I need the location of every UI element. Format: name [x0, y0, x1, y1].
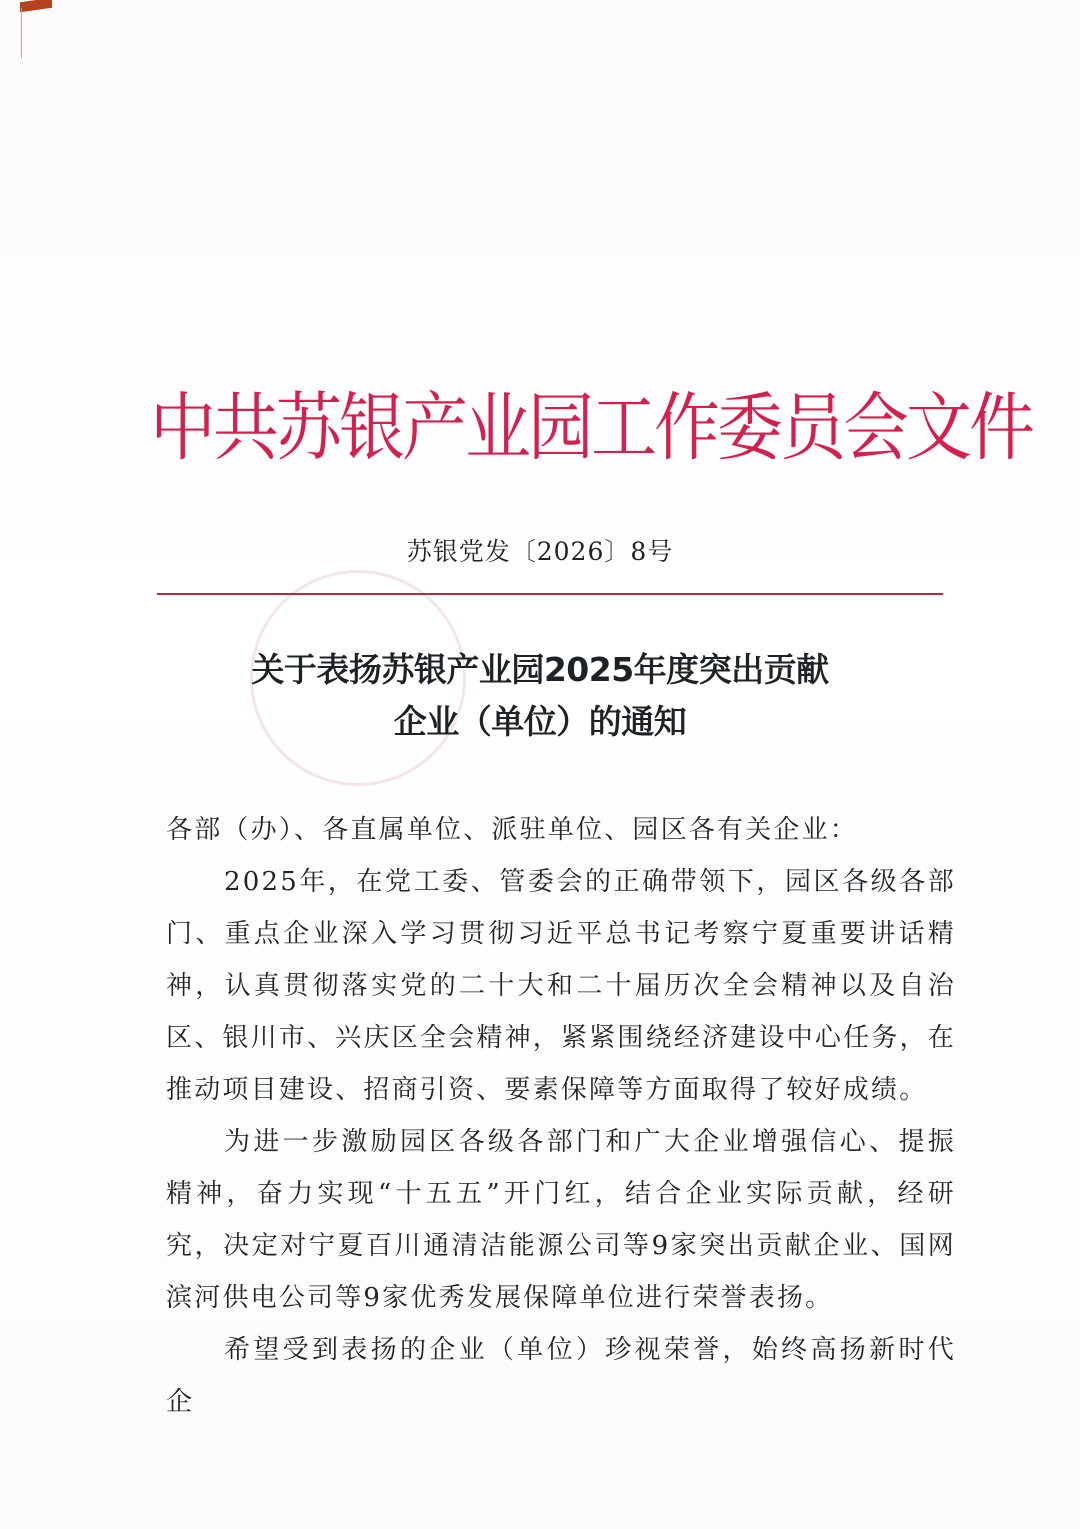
page-edge-line: [21, 8, 22, 58]
body-paragraph-1: 2025年，在党工委、管委会的正确带领下，园区各级各部门、重点企业深入学习贯彻习近平总书记考察宁夏重要讲话精神，认真贯彻落实党的二十大和二十届历次全会精神以及自治区、银川市、兴庆区全会精神，紧紧围绕经济建设中心任务，在推动项目建设、招商引资、要素保障等方面取得了较好成绩。: [166, 867, 956, 1105]
salutation: 各部（办）、各直属单位、派驻单位、园区各有关企业：: [166, 815, 859, 845]
binding-mark: [20, 0, 52, 12]
red-separator-line: [157, 593, 943, 595]
notice-title-line-1: 关于表扬苏银产业园2025年度突出贡献: [251, 650, 829, 689]
document-number: 苏银党发〔2026〕8号: [406, 537, 674, 566]
issuer-header-title: 中共苏银产业园工作委员会文件: [150, 384, 1032, 472]
body-paragraph-3: 希望受到表扬的企业（单位）珍视荣誉，始终高扬新时代企: [166, 1335, 956, 1417]
body-paragraph-2: 为进一步激励园区各级各部门和广大企业增强信心、提振精神，奋力实现“十五五”开门红，结合企业实际贡献，经研究，决定对宁夏百川通清洁能源公司等9家突出贡献企业、国网滨河供电公司等9家优秀发展保障单位进行荣誉表扬。: [166, 1127, 956, 1313]
notice-title: [0, 644, 1080, 748]
notice-title-line-2: 企业（单位）的通知: [393, 702, 687, 741]
notice-body: [166, 804, 956, 1428]
